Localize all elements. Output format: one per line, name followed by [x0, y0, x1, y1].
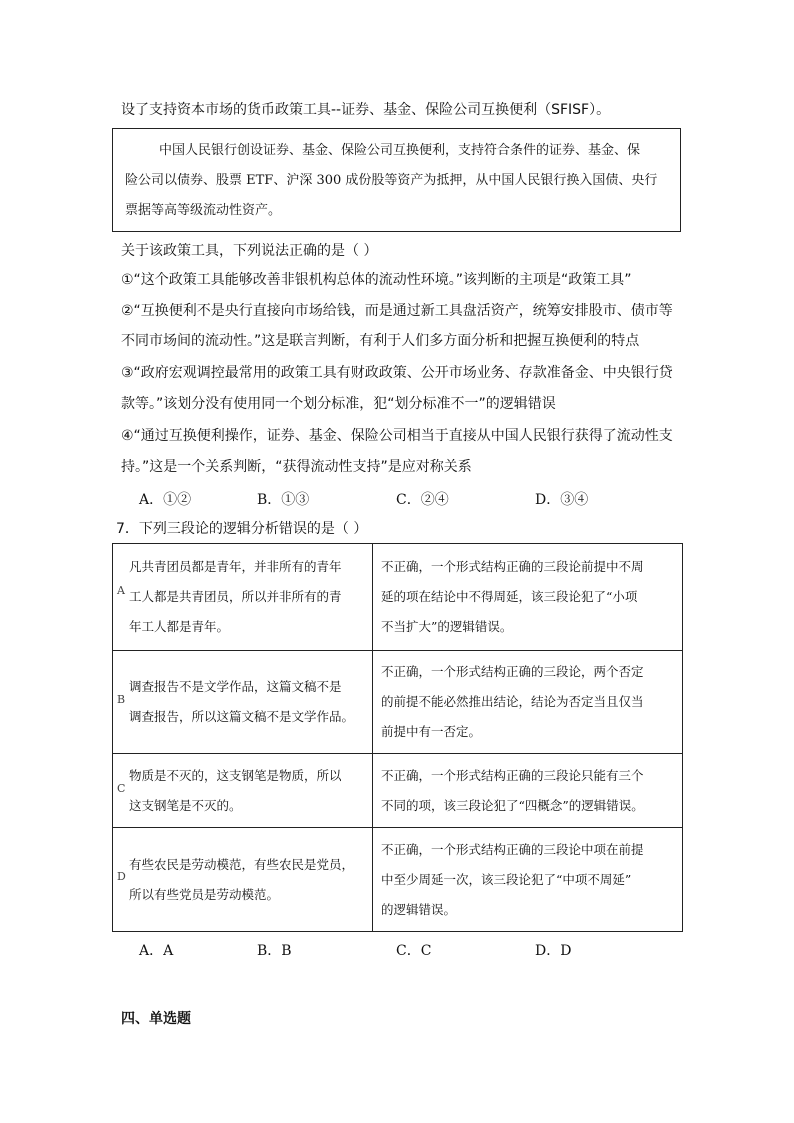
table-row — [113, 828, 683, 932]
premise-line: 凡共青团员都是青年，并非所有的青年 — [129, 559, 342, 574]
analysis-line: 中至少周延一次，该三段论犯了“中项不周延” — [381, 871, 632, 887]
analysis-line: 不正确，一个形式结构正确的三段论，两个否定 — [381, 664, 644, 679]
premise-line: 调查报告不是文学作品，这篇文稿不是 — [129, 679, 342, 694]
q6-stem: 关于该政策工具，下列说法正确的是（ ） — [121, 243, 378, 259]
premise-line: 有些农民是劳动模范，有些农民是党员， — [129, 856, 355, 872]
premise-line: 这支钢笔是不灭的。 — [129, 797, 242, 813]
analysis-line: 的前提不能必然推出结论，结论为否定当且仅当 — [381, 694, 644, 709]
q6-option-a[interactable]: A．①② — [139, 492, 192, 508]
analysis-line: 不正确，一个形式结构正确的三段论只能有三个 — [381, 767, 644, 783]
q7-row-a-analysis — [373, 544, 683, 651]
material-line-1: 中国人民银行创设证券、基金、保险公司互换便利，支持符合条件的证券、基金、保 — [159, 143, 641, 158]
table-row — [113, 544, 683, 651]
q6-statement-3a: ③“政府宏观调控最常用的政策工具有财政政策、公开市场业务、存款准备金、中央银行贷 — [121, 365, 673, 381]
row-label: A — [117, 584, 125, 597]
q7-row-d-premise — [113, 828, 373, 932]
premise-line: 物质是不灭的，这支钢笔是物质，所以 — [129, 767, 342, 783]
row-label: C — [117, 782, 126, 795]
q6-option-d[interactable]: D．③④ — [535, 492, 589, 508]
material-line-2: 险公司以债券、股票 ETF、沪深 300 成份股等资产为抵押，从中国人民银行换入国债、央行 — [125, 173, 658, 188]
analysis-line: 不当扩大”的逻辑错误。 — [381, 619, 513, 634]
q7-row-c-analysis — [373, 754, 683, 828]
analysis-line: 不正确，一个形式结构正确的三段论前提中不周 — [381, 559, 644, 574]
q6-option-c[interactable]: C．②④ — [396, 492, 449, 508]
q6-statement-4a: ④“通过互换便利操作，证券、基金、保险公司相当于直接从中国人民银行获得了流动性支 — [121, 428, 673, 444]
material-box — [112, 128, 681, 232]
analysis-line: 不同的项，该三段论犯了“四概念”的逻辑错误。 — [381, 797, 644, 813]
intro-line: 设了支持资本市场的货币政策工具--证券、基金、保险公司互换便利（SFISF）。 — [121, 102, 611, 118]
material-line-3: 票据等高等级流动性资产。 — [125, 203, 282, 218]
q7-stem: 7．下列三段论的逻辑分析错误的是（ ） — [116, 521, 368, 537]
row-label: D — [117, 870, 126, 883]
table-row — [113, 754, 683, 828]
q7-option-b[interactable]: B．B — [257, 943, 292, 959]
analysis-line: 延的项在结论中不得周延，该三段论犯了“小项 — [381, 589, 638, 604]
premise-line: 所以有些党员是劳动模范。 — [129, 886, 280, 902]
q7-row-c-premise — [113, 754, 373, 828]
premise-line: 年工人都是青年。 — [129, 619, 230, 634]
q7-option-c[interactable]: C．C — [396, 943, 432, 959]
q7-row-b-premise — [113, 651, 373, 754]
q6-statement-1: ①“这个政策工具能够改善非银机构总体的流动性环境。”该判断的主项是“政策工具” — [121, 272, 632, 288]
q6-option-b[interactable]: B．①③ — [257, 492, 310, 508]
analysis-line: 不正确，一个形式结构正确的三段论中项在前提 — [381, 841, 644, 857]
q6-statement-2a: ②“互换便利不是央行直接向市场给钱，而是通过新工具盘活资产，统筹安排股市、债市等 — [121, 303, 673, 319]
premise-line: 调查报告，所以这篇文稿不是文学作品。 — [129, 709, 355, 724]
q7-row-a-premise — [113, 544, 373, 651]
q7-row-b-analysis — [373, 651, 683, 754]
q6-statement-4b: 持。”这是一个关系判断，“获得流动性支持”是应对称关系 — [121, 459, 472, 475]
row-label: B — [117, 693, 126, 706]
section-heading: 四、单选题 — [121, 1011, 191, 1027]
analysis-line: 前提中有一否定。 — [381, 724, 482, 739]
q7-option-d[interactable]: D．D — [535, 943, 572, 959]
q7-option-a[interactable]: A．A — [139, 943, 174, 959]
q6-statement-2b: 不同市场间的流动性。”这是联言判断，有利于人们多方面分析和把握互换便利的特点 — [121, 333, 640, 349]
premise-line: 工人都是共青团员，所以并非所有的青 — [129, 589, 342, 604]
q7-table — [112, 543, 683, 932]
q7-row-d-analysis — [373, 828, 683, 932]
table-row — [113, 651, 683, 754]
q6-statement-3b: 款等。”该划分没有使用同一个划分标准，犯“划分标准不一”的逻辑错误 — [121, 396, 556, 412]
analysis-line: 的逻辑错误。 — [381, 901, 457, 917]
